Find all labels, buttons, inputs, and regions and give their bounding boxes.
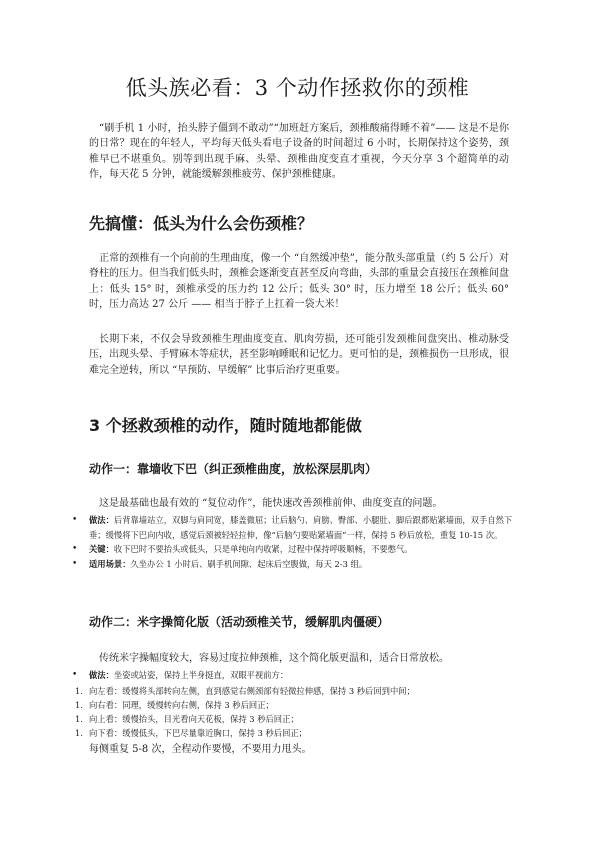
step-number: 1.	[75, 700, 83, 710]
bullet-icon: •	[72, 515, 78, 525]
item-text: 久坐办公 1 小时后、刷手机间隙、起床后空腹做，每天 2-3 组。	[130, 558, 368, 569]
move2-bullet-list	[72, 668, 514, 683]
move2-lead: 传统米字操幅度较大，容易过度拉伸颈椎，这个简化版更温和，适合日常放松。	[99, 653, 449, 664]
list-item	[72, 557, 514, 572]
move2-step-list	[75, 684, 529, 740]
list-item	[72, 542, 514, 557]
section1-heading: 先搞懂：低头为什么会伤颈椎？	[89, 214, 314, 233]
bullet-icon: •	[72, 544, 78, 554]
item-label: 做法：	[89, 670, 114, 680]
list-item	[72, 668, 514, 683]
list-item	[72, 513, 514, 542]
item-label: 适用场景：	[89, 558, 131, 569]
bullet-icon: •	[72, 670, 78, 680]
move1-heading: 动作一：靠墙收下巴（纠正颈椎曲度，放松深层肌肉）	[89, 462, 378, 476]
page-title: 低头族必看：3 个动作拯救你的颈椎	[125, 76, 470, 100]
list-item	[75, 698, 529, 712]
move2-heading: 动作二：米字操简化版（活动颈椎关节，缓解肌肉僵硬）	[89, 615, 390, 629]
list-item	[75, 712, 529, 726]
step-text: 向下看：缓慢低头，下巴尽量靠近胸口，保持 3 秒后回正；	[89, 728, 307, 738]
section1-paragraph-2: 长期下来，不仅会导致颈椎生理曲度变直、肌肉劳损，还可能引发颈椎间盘突出、椎动脉受压，出现头晕、手臂麻木等症状，甚至影响睡眠和记忆力。更可怕的是，颈椎损伤一旦形成，很难完全逆转，所以 “早预防、早缓解” 比事后治疗更重要。	[89, 334, 509, 376]
item-text: 收下巴时不要抬头或低头，只是单纯向内收紧，过程中保持呼吸顺畅，不要憋气。	[113, 544, 413, 554]
section1-paragraph-1: 正常的颈椎有一个向前的生理曲度，像一个 “自然缓冲垫”，能分散头部重量（约 5 公斤）对脊柱的压力。但当我们低头时，颈椎会逐渐变直甚至反向弯曲，头部的重量会直接压在颈椎间盘上：低头 15° 时，颈椎承受的压力约 12 公斤；低头 30° 时，压力增至 18 公斤；低头 60° 时，压力高达 27 公斤 —— 相当于脖子上扛着一袋大米！	[89, 253, 509, 311]
section2-heading: 3 个拯救颈椎的动作，随时随地都能做	[89, 416, 362, 435]
move1-lead: 这是最基础也最有效的 “复位动作”，能快速改善颈椎前伸、曲度变直的问题。	[99, 498, 443, 509]
step-number: 1.	[75, 686, 83, 696]
move2-tail: 每侧重复 5-8 次，全程动作要慢，不要用力甩头。	[89, 744, 312, 755]
step-text: 向上看：缓慢抬头，目光看向天花板，保持 3 秒后回正；	[89, 714, 299, 724]
bullet-icon: •	[72, 558, 78, 569]
step-text: 向右看：同理，缓慢转向右侧，保持 3 秒后回正；	[89, 700, 274, 710]
step-number: 1.	[75, 728, 83, 738]
intro-paragraph: “刷手机 1 小时，抬头脖子僵到不敢动”“加班赶方案后，颈椎酸痛得睡不着”—— 这是不是你的日常？现在的年轻人，平均每天低头看电子设备的时间超过 6 小时，长期保持这个姿势，颈椎早已不堪重负。别等到出现手麻、头晕、颈椎曲度变直才重视，今天分享 3 个超简单的动作，每天花 5 分钟，就能缓解颈椎疲劳、保护颈椎健康。	[89, 123, 509, 181]
item-label: 关键：	[89, 544, 114, 554]
list-item	[75, 726, 529, 740]
list-item	[75, 684, 529, 698]
step-text: 向左看：缓慢将头部转向左侧，直到感觉右侧颈部有轻微拉伸感，保持 3 秒后回到中间；	[89, 686, 415, 696]
step-number: 1.	[75, 714, 83, 724]
item-text: 坐姿或站姿，保持上半身挺直，双眼平视前方：	[113, 670, 289, 680]
move1-bullet-list	[72, 513, 514, 571]
item-label: 做法：	[89, 515, 114, 525]
item-text: 后背靠墙站立，双脚与肩同宽，膝盖微屈；让后脑勺、肩膀、臀部、小腿肚、脚后跟都贴紧墙面，双手自然下垂；缓慢将下巴向内收，感觉后颈被轻轻拉伸，像“后脑勺要贴紧墙面”一样，保持 5 秒后放松，重复 10-15 次。	[89, 515, 513, 540]
